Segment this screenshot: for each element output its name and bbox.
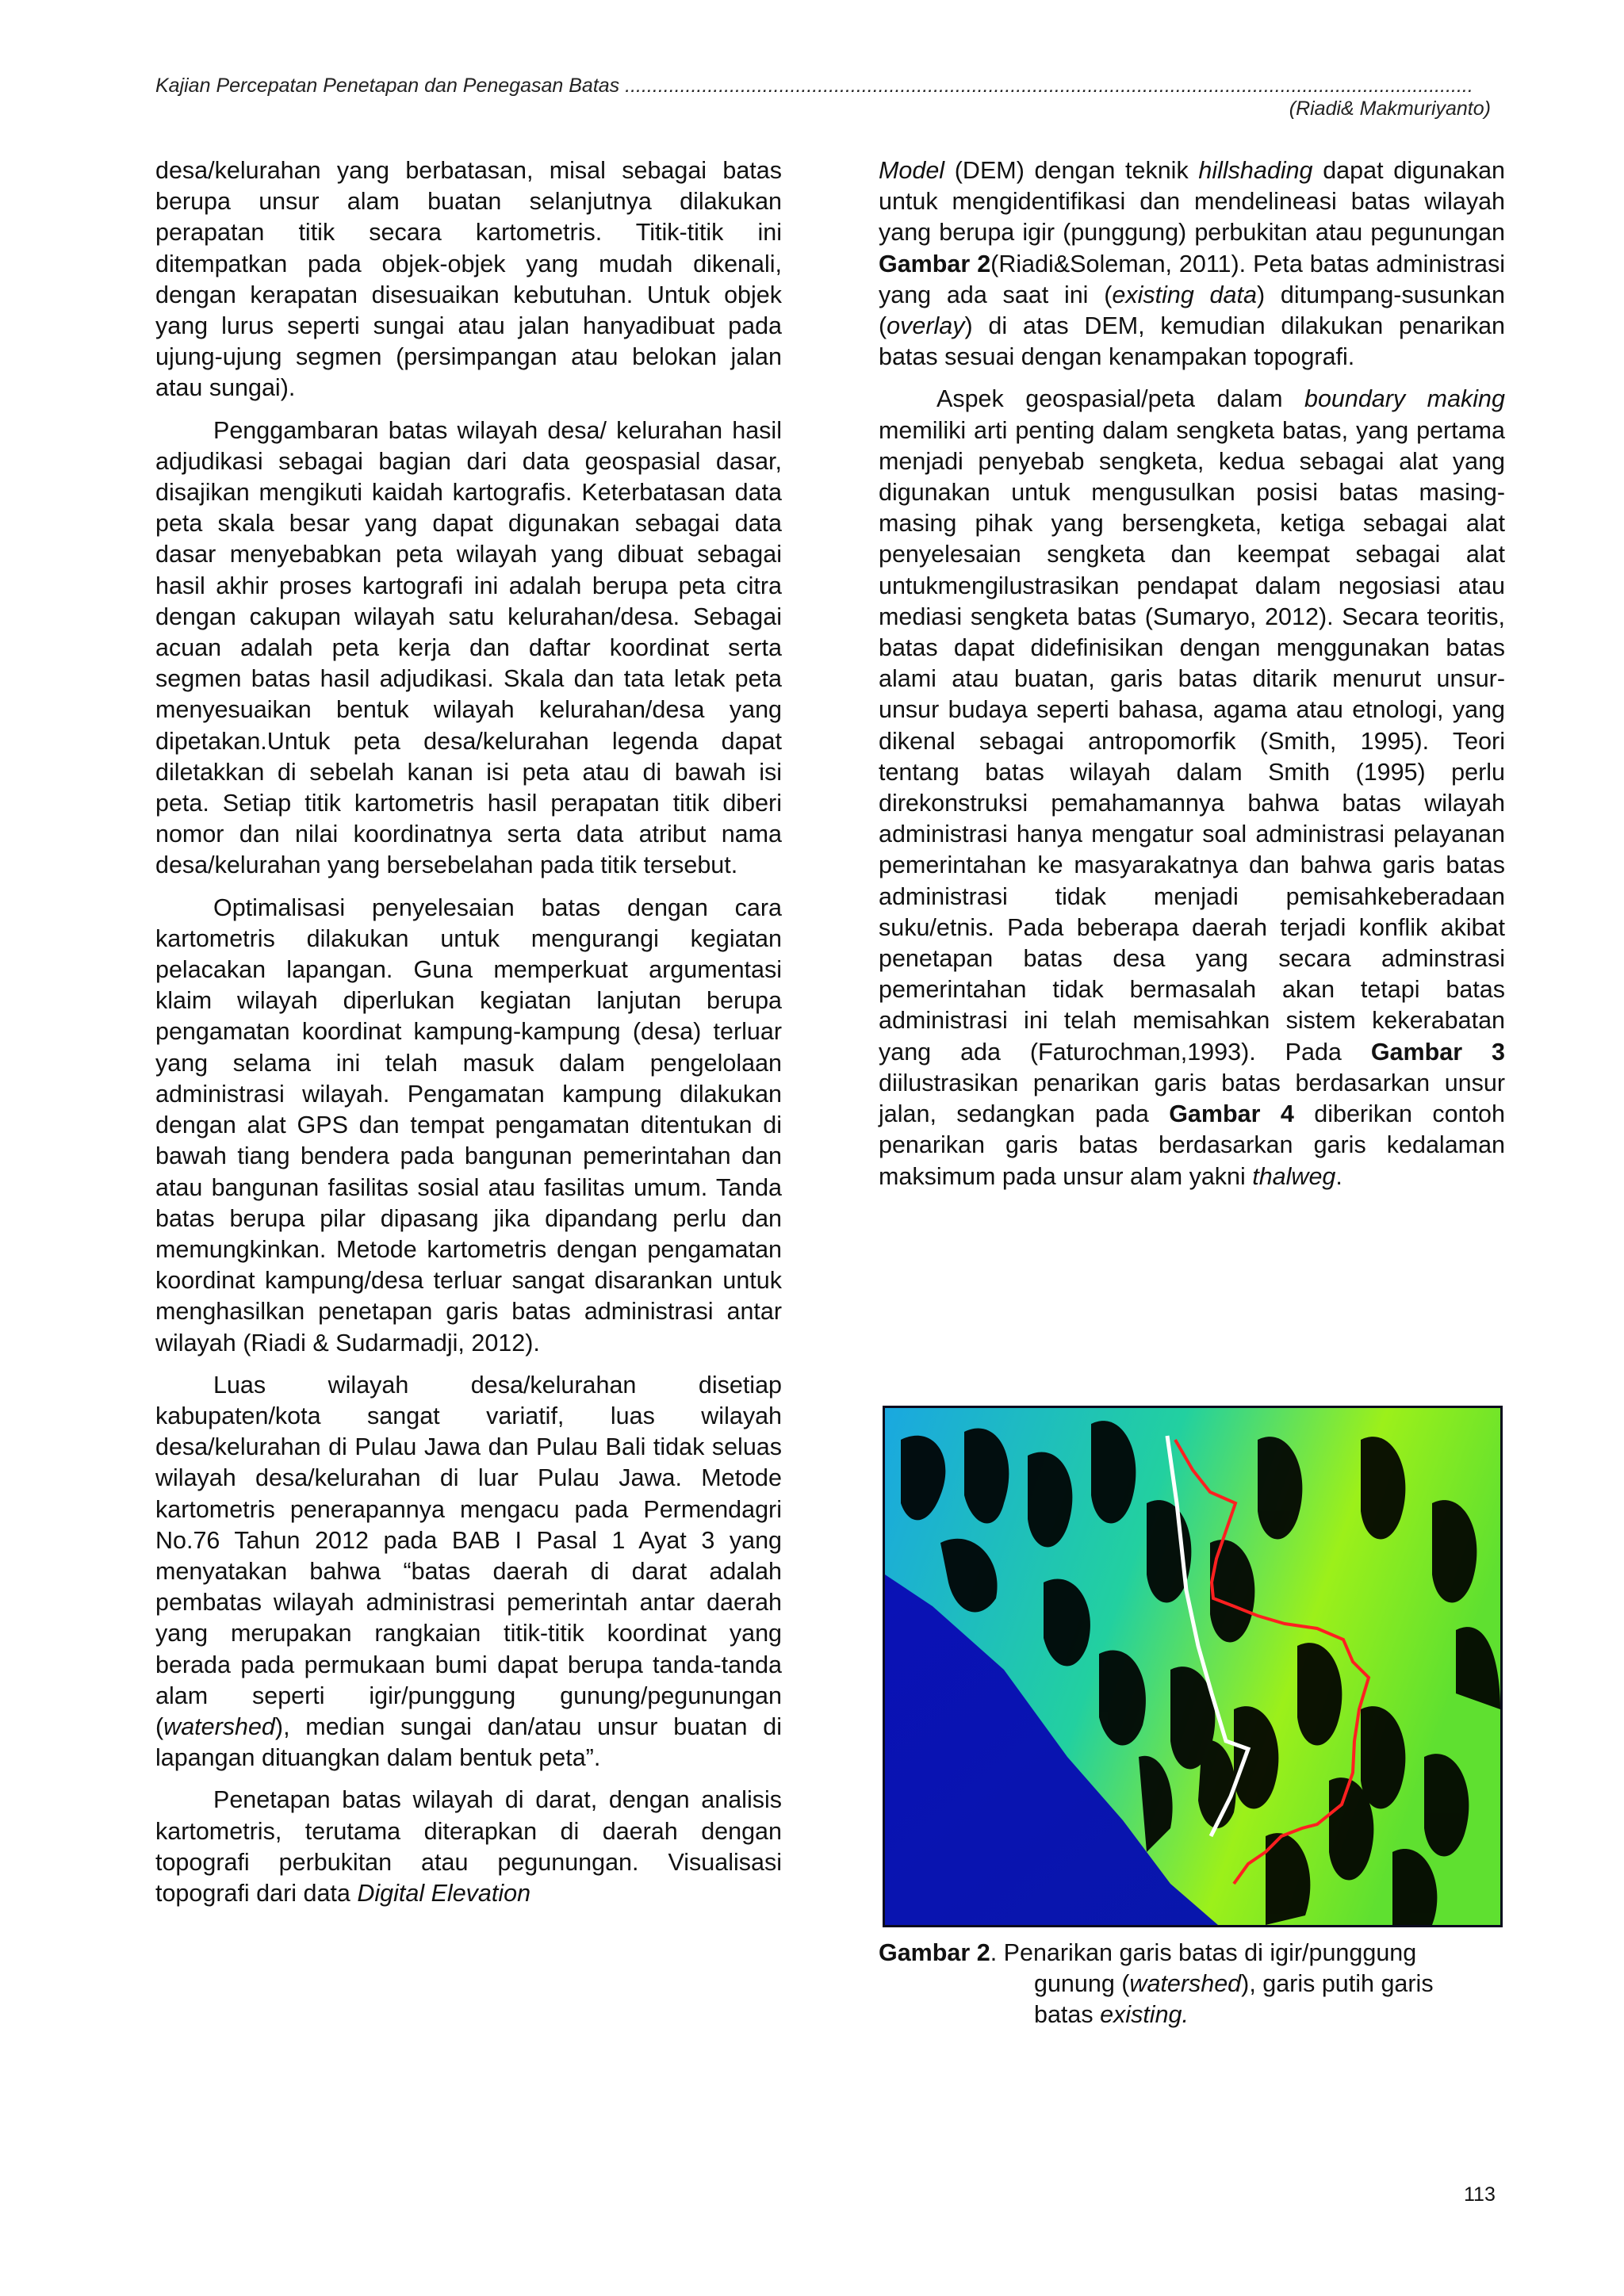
caption-line bbox=[879, 1969, 1505, 1999]
dem-hillshade-figure bbox=[883, 1406, 1503, 1927]
text-run: dapat digunakan untuk mengidentifikasi dan mendelineasi batas wilayah yang berupa igir (punggung) perbukitan atau pegunungan bbox=[879, 157, 1506, 247]
text-run: diilustrasikan penarikan garis batas berdasarkan unsur jalan, sedangkan pada bbox=[879, 1069, 1505, 1128]
paragraph: desa/kelurahan yang berbatasan, misal sebagai batas berupa unsur alam buatan selanjutnya dilakukan perapatan titik secara kartometris. Titik-titik ini ditempatkan pada objek-objek yang mudah dikenali, dengan kerapatan disesuaikan kebutuhan. Untuk objek yang lurus seperti sungai atau jalan hanyadibuat pada ujung-ujung segmen (persimpangan atau belokan jalan atau sungai). bbox=[155, 157, 782, 402]
right-column bbox=[879, 155, 1505, 1203]
italic-term: Model bbox=[879, 157, 945, 184]
dem-hillshade-map bbox=[885, 1408, 1500, 1925]
paragraph: Penggambaran batas wilayah desa/ kelurahan hasil adjudikasi sebagai bagian dari data geospasial dasar, disajikan mengikuti kaidah kartografis. Keterbatasan data peta skala besar yang dapat digunakan sebagai data dasar menyebabkan peta wilayah yang dibuat sebagai hasil akhir proses kartografi ini adalah berupa peta citra dengan cakupan wilayah satu kelurahan/desa. Sebagai acuan adalah peta kerja dan daftar koordinat serta segmen batas hasil adjudikasi. Skala dan tata letak peta menyesuaikan bentuk wilayah kelurahan/desa yang dipetakan.Untuk peta desa/kelurahan legenda dapat diletakkan di sebelah kanan isi peta atau di bawah isi peta. Setiap titik kartometris hasil perapatan titik diberi nomor dan nilai koordinatnya serta data atribut nama desa/kelurahan yang bersebelahan pada titik tersebut. bbox=[155, 416, 782, 879]
caption-text: gunung ( bbox=[1034, 1970, 1130, 1998]
paragraph bbox=[155, 1370, 782, 1774]
text-run: ) ditumpang-susunkan ( bbox=[879, 281, 1506, 340]
italic-term: watershed bbox=[163, 1712, 275, 1740]
text-run: diberikan contoh penarikan garis batas berdasarkan garis kedalaman maksimum pada unsur alam yakni bbox=[879, 1100, 1505, 1190]
paragraph: Optimalisasi penyelesaian batas dengan cara kartometris dilakukan untuk mengurangi kegiatan pelacakan lapangan. Guna memperkuat argumentasi klaim wilayah diperlukan kegiatan lanjutan berupa pengamatan koordinat kampung-kampung (desa) terluar yang selama ini telah masuk dalam pengelolaan administrasi wilayah. Pengamatan kampung dilakukan dengan alat GPS dan tempat pengamatan ditentukan di bawah tiang bendera pada bangunan pemerintahan dan atau bangunan fasilitas sosial atau fasilitas umum. Tanda batas berupa pilar dipasang jika dipandang perlu dan memungkinkan. Metode kartometris dengan pengamatan koordinat kampung/desa terluar sangat disarankan untuk menghasilkan penetapan garis batas administrasi antar wilayah (Riadi & Sudarmadji, 2012). bbox=[155, 894, 782, 1357]
paragraph bbox=[155, 1785, 782, 1909]
left-column bbox=[155, 155, 782, 1920]
running-header-title: Kajian Percepatan Penetapan dan Penegasan Batas bbox=[155, 75, 626, 97]
text-run: Penetapan batas wilayah di darat, dengan analisis kartometris, terutama diterapkan di daerah dengan topografi perbukitan atau pegunungan. Visualisasi topografi dari data bbox=[155, 1786, 782, 1907]
page-number: 113 bbox=[1464, 2183, 1496, 2206]
caption-line bbox=[879, 1938, 1505, 1969]
figure-caption bbox=[879, 1938, 1505, 2031]
figure-reference: Gambar 4 bbox=[1169, 1100, 1294, 1128]
text-run: Luas wilayah desa/kelurahan disetiap kabupaten/kota sangat variatif, luas wilayah desa/kelurahan di Pulau Jawa dan Pulau Bali tidak seluas wilayah desa/kelurahan di luar Pulau Jawa. Metode kartometris penerapannya mengacu pada Permendagri No.76 Tahun 2012 pada BAB I Pasal 1 Ayat 3 yang menyatakan bahwa “batas daerah di darat adalah pembatas wilayah administrasi pemerintah antar daerah yang merupakan rangkaian titik-titik koordinat yang berada pada permukaan bumi dapat berupa tanda-tanda alam seperti igir/punggung gunung/pegunungan ( bbox=[155, 1371, 782, 1740]
caption-line bbox=[879, 1999, 1505, 2030]
running-header-authors: (Riadi& Makmuriyanto) bbox=[1286, 98, 1491, 121]
caption-text: batas bbox=[1034, 2001, 1101, 2029]
caption-italic: watershed bbox=[1129, 1970, 1242, 1998]
text-run: Aspek geospasial/peta dalam bbox=[936, 385, 1304, 413]
figure-reference: Gambar 3 bbox=[1370, 1038, 1505, 1066]
text-run: . bbox=[1335, 1162, 1342, 1190]
italic-term: thalweg bbox=[1252, 1162, 1336, 1190]
italic-term: existing data bbox=[1112, 281, 1257, 308]
text-run: (DEM) dengan teknik bbox=[944, 157, 1199, 184]
italic-term: overlay bbox=[887, 312, 965, 340]
paragraph bbox=[879, 384, 1505, 1192]
text-run: ), median sungai dan/atau unsur buatan di lapangan dituangkan dalam bentuk peta”. bbox=[155, 1712, 782, 1772]
caption-label: Gambar 2 bbox=[879, 1939, 990, 1966]
caption-text: . Penarikan garis batas di igir/punggung bbox=[990, 1939, 1417, 1966]
italic-term: hillshading bbox=[1198, 157, 1313, 184]
italic-term: Digital Elevation bbox=[357, 1879, 531, 1907]
text-run: memiliki arti penting dalam sengketa batas, yang pertama menjadi penyebab sengketa, kedua sebagai alat yang digunakan untuk mengusulkan posisi batas masing-masing pihak yang bersengketa, ketiga sebagai alat penyelesaian sengketa dan keempat sebagai alat untukmengilustrasikan pendapat dalam negosiasi atau mediasi sengketa batas (Sumaryo, 2012). Secara teoritis, batas dapat didefinisikan dengan menggunakan batas alami atau buatan, garis batas ditarik menurut unsur-unsur budaya seperti bahasa, agama atau etnologi, yang dikenal sebagai antropomorfik (Smith, 1995). Teori tentang batas wilayah dalam Smith (1995) perlu direkonstruksi pemahamannya bahwa batas wilayah administrasi hanya mengatur soal administrasi pelayanan pemerintahan ke masyarakatnya dan bahwa garis batas administrasi tidak menjadi pemisahkeberadaan suku/etnis. Pada beberapa daerah terjadi konflik akibat penetapan batas desa yang secara adminstrasi pemerintahan tidak bermasalah akan tetapi batas administrasi ini telah memisahkan sistem kekerabatan yang ada (Faturochman,1993). Pada bbox=[879, 416, 1505, 1066]
running-header bbox=[155, 75, 1491, 121]
italic-term: boundary making bbox=[1304, 385, 1505, 413]
caption-italic: existing. bbox=[1100, 2001, 1189, 2029]
running-header-leader: .......................................................................................................................................................... bbox=[625, 75, 1473, 97]
caption-text: ), garis putih garis bbox=[1241, 1970, 1434, 1998]
paragraph bbox=[879, 155, 1505, 373]
text-run: (Riadi&Soleman, 2011). Peta batas administrasi yang ada saat ini ( bbox=[879, 250, 1505, 308]
text-run: ) di atas DEM, kemudian dilakukan penarikan batas sesuai dengan kenampakan topografi. bbox=[879, 312, 1505, 371]
figure-reference: Gambar 2 bbox=[879, 250, 991, 277]
